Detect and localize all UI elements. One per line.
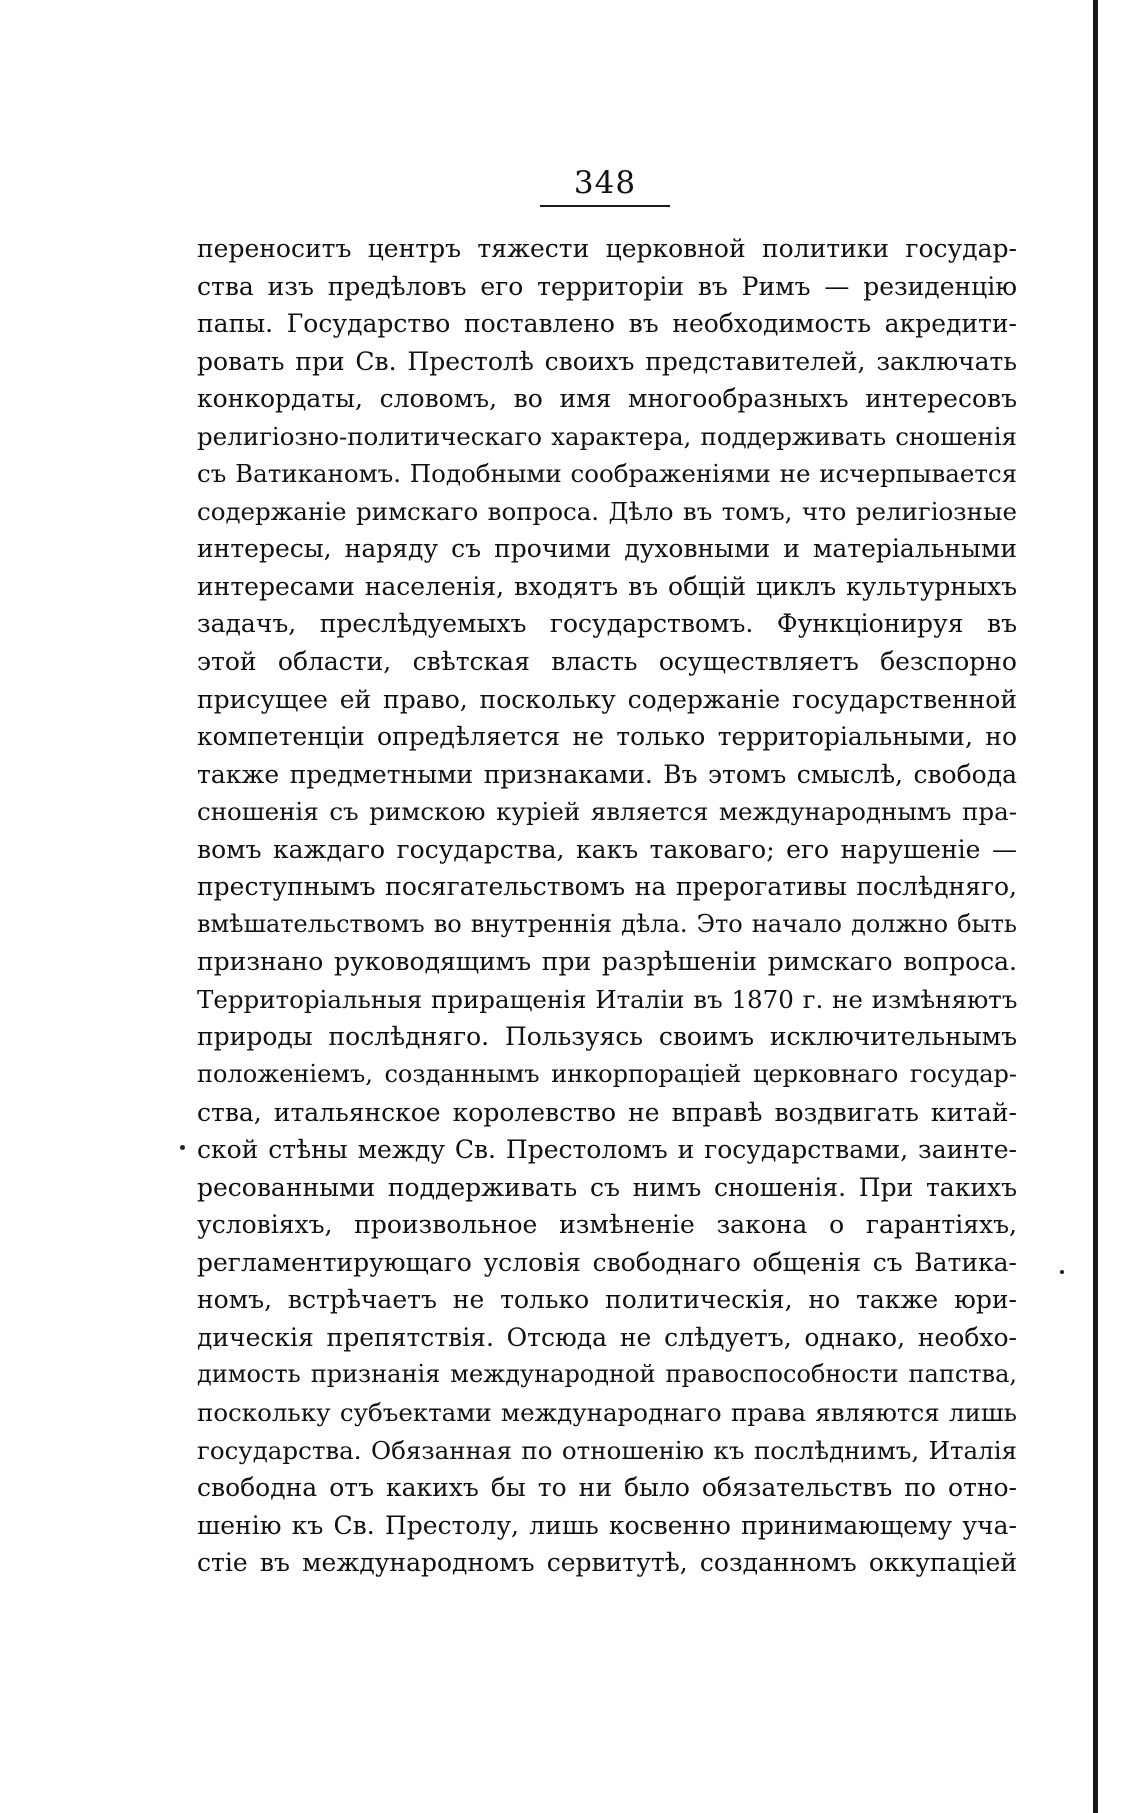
print-speck [1060,1270,1064,1274]
text-line: содержаніе римскаго вопроса. Дѣло въ томъ, что религіозные [197,496,1017,526]
text-line: сношенія съ римскою куріей является международнымъ пра- [197,797,1017,827]
text-line: димость признанія международной правоспособности папства, [197,1360,1017,1389]
text-line: стіе въ международномъ сервитутѣ, созданномъ оккупаціей [197,1548,1017,1578]
text-line: интересы, наряду съ прочими духовными и матеріальными [197,534,1017,564]
text-line: природы послѣдняго. Пользуясь своимъ исключительнымъ [197,1022,1017,1052]
text-line: компетенціи опредѣляется не только территоріальными, но [197,722,1017,752]
text-line: преступнымъ посягательствомъ на прерогативы послѣдняго, [197,872,1017,902]
text-line: вомъ каждаго государства, какъ таковаго; его нарушеніе — [197,834,1017,864]
text-line: поскольку субъектами международнаго права являются лишь [197,1397,1017,1427]
text-line: номъ, встрѣчаетъ не только политическія, но также юри- [197,1285,1017,1315]
text-line: ской стѣны между Св. Престоломъ и государствами, заинте- [197,1135,1017,1165]
text-line: дическія препятствія. Отсюда не слѣдуетъ, однако, необхо- [197,1322,1017,1352]
page-number: 348 [573,165,637,201]
text-line: Территоріальныя приращенія Италіи въ 1870 г. не измѣняютъ [197,984,1018,1014]
text-line: задачъ, преслѣдуемыхъ государствомъ. Функціонируя въ [197,609,1017,639]
text-line: вмѣшательствомъ во внутреннія дѣла. Это начало должно быть [197,909,1017,938]
text-line: религіозно-политическаго характера, поддерживать сношенія [197,421,1017,451]
text-line: также предметными признаками. Въ этомъ смыслѣ, свобода [197,759,1017,789]
text-line: свободна отъ какихъ бы то ни было обязательствъ по отно- [197,1473,1017,1503]
text-line: признано руководящимъ при разрѣшеніи римскаго вопроса. [197,947,1017,977]
page-edge-line [1093,0,1098,1813]
body-text [197,230,1017,1582]
text-line: государства. Обязанная по отношенію къ послѣднимъ, Италія [197,1435,1017,1465]
text-line: интересами населенія, входятъ въ общій циклъ культурныхъ [197,571,1017,601]
text-line: ства, итальянское королевство не вправѣ воздвигать китай- [197,1097,1017,1127]
text-line: условіяхъ, произвольное измѣненіе закона о гарантіяхъ, [197,1210,1017,1240]
text-line: этой области, свѣтская власть осуществляетъ безспорно [197,647,1017,677]
text-line: ства изъ предѣловъ его территоріи въ Римъ — резиденцію [197,271,1017,301]
page-number-rule [540,205,670,207]
text-line: ресованными поддерживать съ нимъ сношенія. При такихъ [197,1172,1017,1202]
text-line: переноситъ центръ тяжести церковной политики государ- [197,234,1017,263]
text-line: присущее ей право, поскольку содержаніе государственной [197,684,1017,714]
print-speck [180,1145,185,1150]
text-line: шенію къ Св. Престолу, лишь косвенно принимающему уча- [197,1510,1017,1540]
text-line: регламентирующаго условія свободнаго общенія съ Ватика- [197,1247,1017,1277]
text-line: папы. Государство поставлено въ необходимость акредити- [197,309,1017,339]
text-line: конкордаты, словомъ, во имя многообразныхъ интересовъ [197,384,1017,414]
text-line: ровать при Св. Престолѣ своихъ представителей, заключать [197,346,1017,376]
text-line: съ Ватиканомъ. Подобными соображеніями не исчерпывается [197,459,1018,489]
text-line: положеніемъ, созданнымъ инкорпораціей церковнаго государ- [197,1060,1017,1089]
